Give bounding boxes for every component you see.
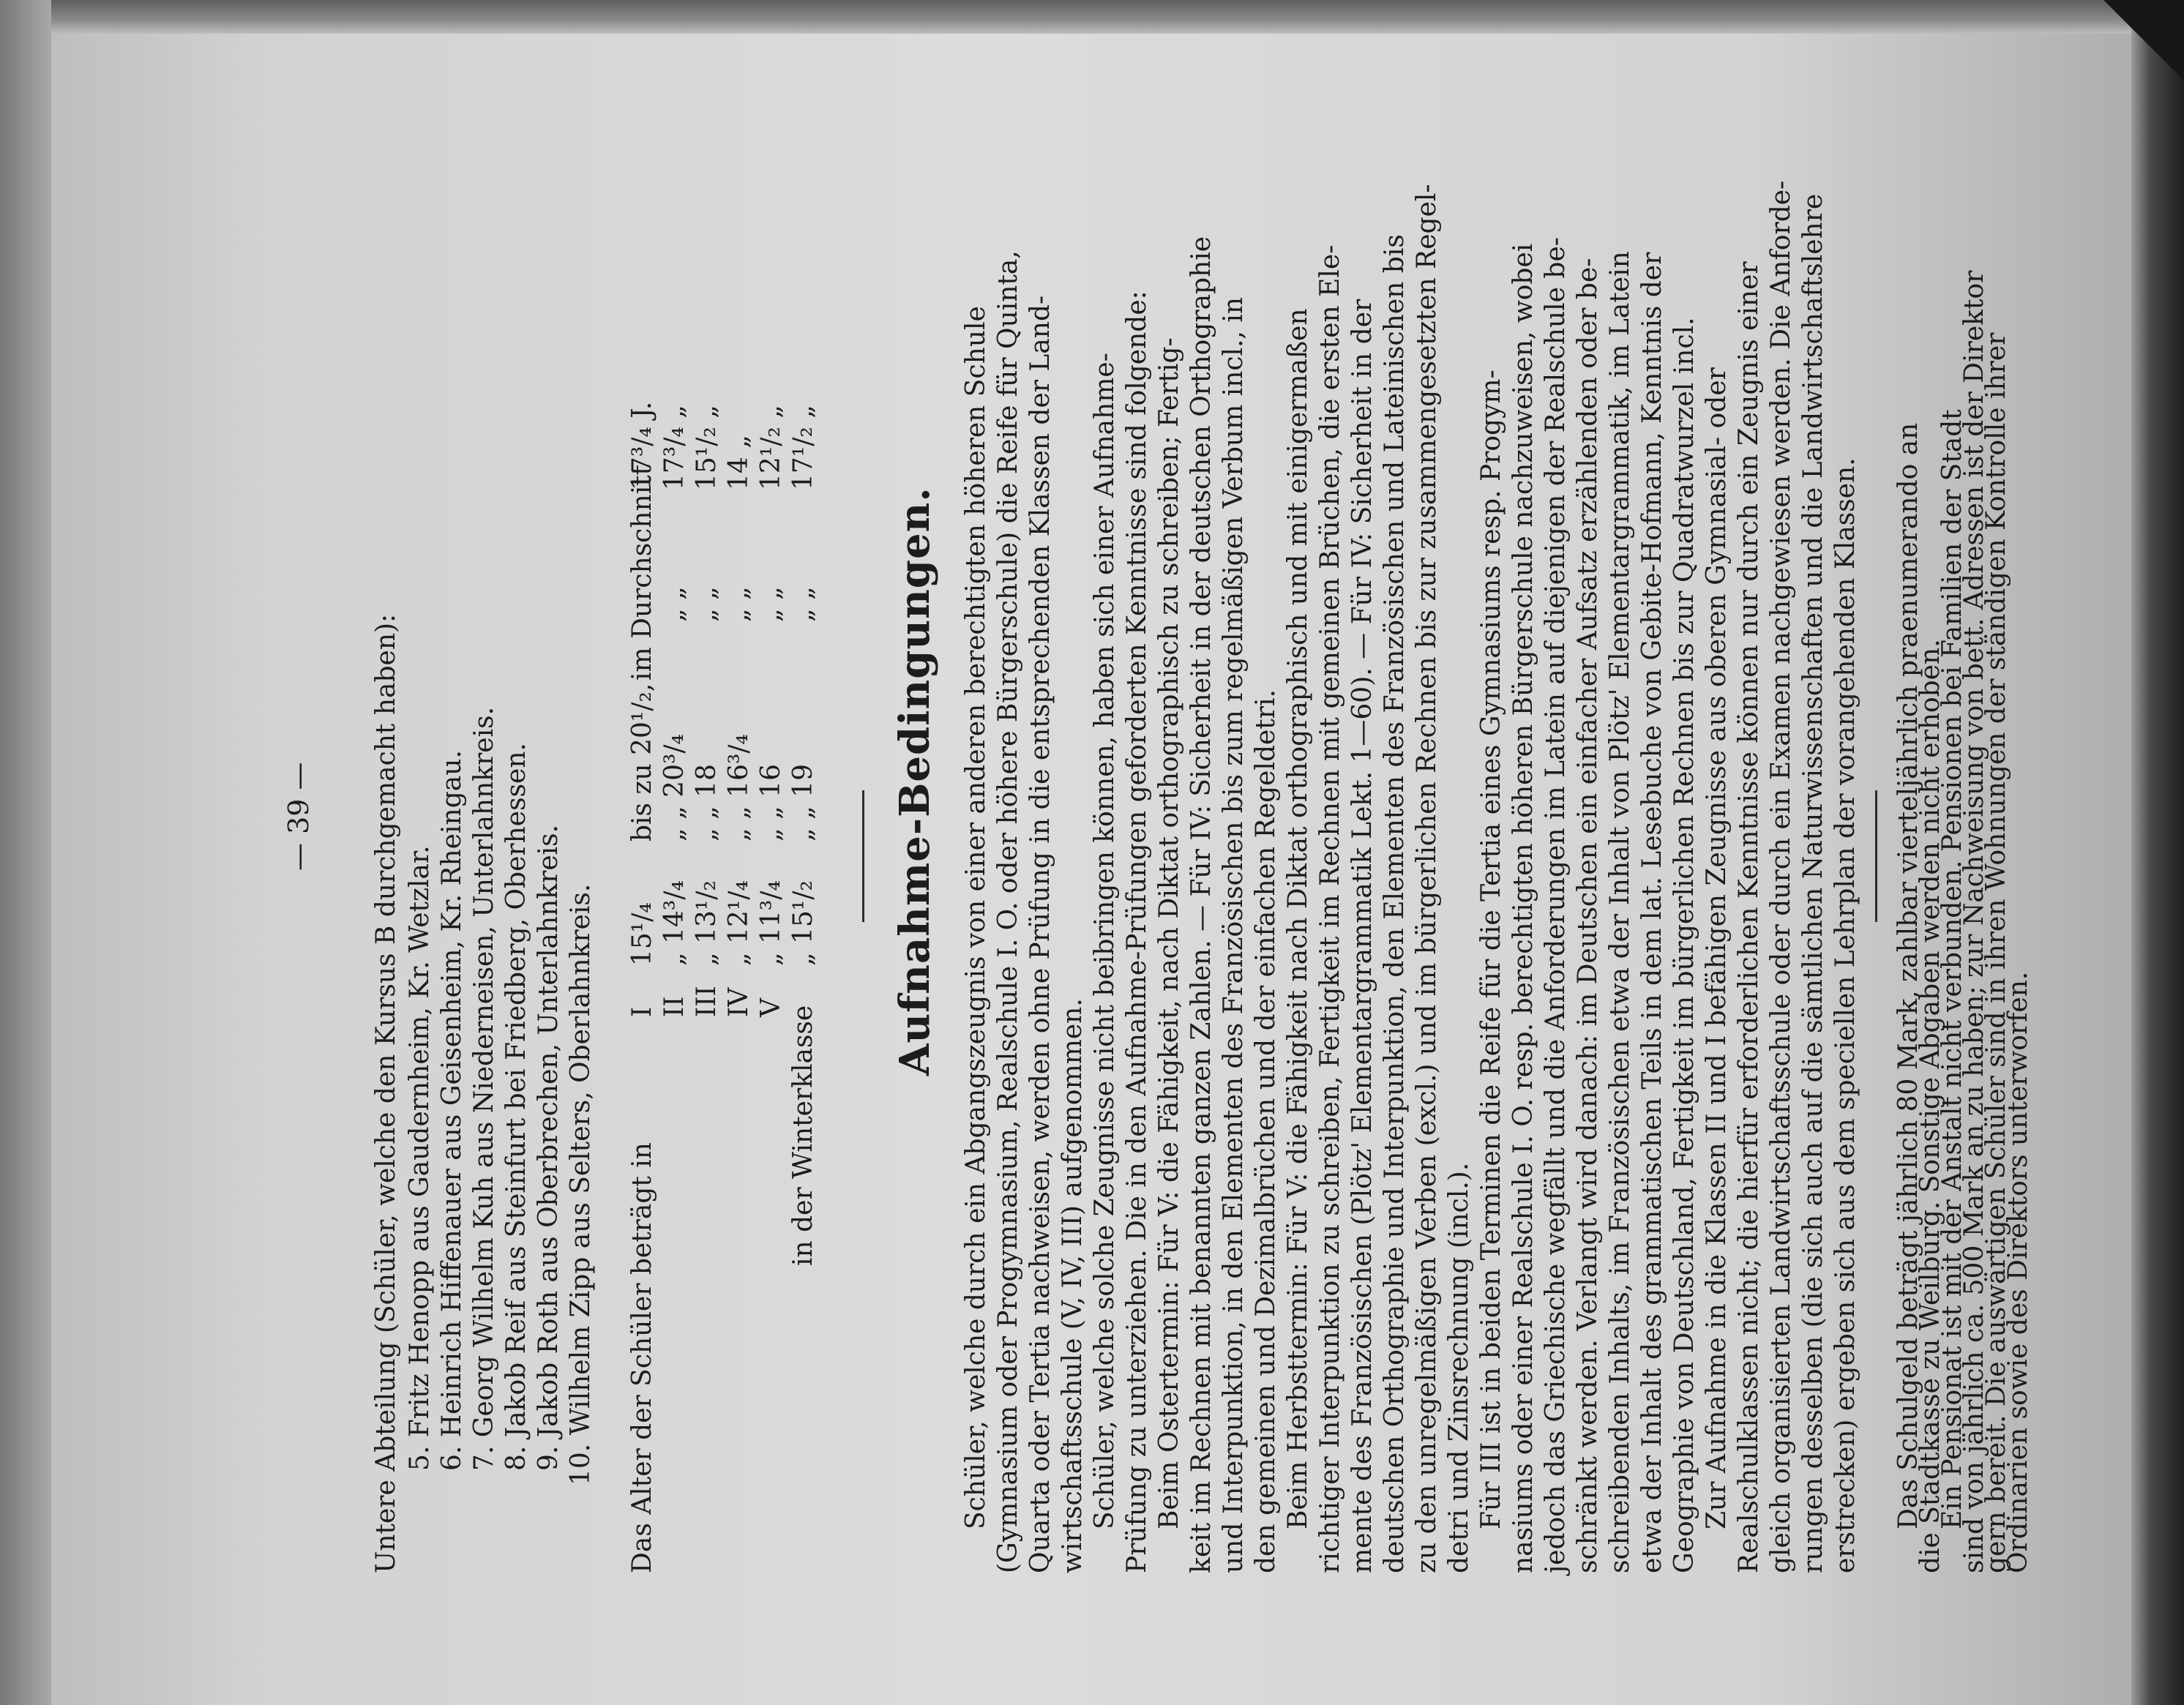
table-row — [659, 110, 691, 1573]
text-line: keit im Rechnen mit benannten ganzen Zahlen. — Für IV: Sicherheit in der deutschen Orthographie — [1186, 236, 1216, 1573]
row-avg: 17³/₄ J. — [627, 401, 657, 490]
divider — [862, 790, 864, 922]
text-line: Schüler, welche durch ein Abgangszeugnis von einer anderen berechtigten höheren Schule — [961, 306, 991, 1529]
row-to: „ „ 18 — [692, 764, 722, 842]
text-line: zu den unregelmäßigen Verben (excl.) und im bürgerlichen Rechnen bis zur zusammengesetzten Regel- — [1412, 184, 1442, 1573]
list-item: 5. Fritz Henopp aus Gaudernheim, Kr. Wetzlar. — [405, 845, 435, 1471]
row-class: IV — [724, 987, 754, 1017]
text-line: (Gymnasium oder Progymnasium, Realschule I. O. oder höhere Bürgerschule) die Reife für Quinta, — [993, 250, 1023, 1573]
text-line: detri und Zinsrechnung (incl.). — [1444, 1162, 1474, 1573]
row-avg-label: „ „ — [659, 586, 689, 622]
list-item: 7. Georg Wilhelm Kuh aus Niederneisen, Unterlahnkreis. — [469, 706, 499, 1471]
text-line: Zur Aufnahme in die Klassen II und I befähigen Zeugnisse aus oberen Gymnasial- oder — [1702, 367, 1732, 1529]
text-line: nasiums oder einer Realschule I. O. resp. berechtigten höheren Bürgerschule nachzuweisen, wobei — [1508, 243, 1538, 1573]
text-line: die Stadtkasse zu Weilburg. Sonstige Abgaben werden nicht erhoben. — [1915, 639, 1945, 1573]
row-to: bis zu 20¹/₂, — [627, 683, 657, 842]
page-top-edge — [0, 0, 2184, 34]
list-item: 8. Jakob Reif aus Steinfurt bei Friedberg, Oberhessen. — [501, 743, 531, 1471]
list-item: 6. Heinrich Hiffenauer aus Geisenheim, Kr. Rheingau. — [437, 750, 467, 1471]
row-to: „ „ 19 — [788, 764, 818, 842]
text-line: Ordinarien sowie des Direktors unterworfen. — [2003, 971, 2033, 1573]
row-avg: 12¹/₂ „ — [756, 405, 786, 490]
text-line: Für III ist in beiden Terminen die Reife für die Tertia eines Gymnasiums resp. Progym- — [1476, 370, 1506, 1529]
text-line: und Interpunktion, in den Elementen des Französischen bis zum regelmäßigen Verbum incl., in — [1219, 296, 1249, 1573]
row-avg-label: „ „ — [692, 586, 722, 622]
row-to: „ „ 16³/₄ — [724, 734, 754, 842]
table-row — [694, 110, 723, 1573]
row-avg-label: „ „ — [788, 586, 818, 622]
text-line: schränkt werden. Verlangt wird danach: im Deutschen ein einfacher Aufsatz erzählenden oder be- — [1573, 258, 1603, 1573]
row-avg: 17¹/₂ „ — [788, 405, 818, 490]
students-intro: Untere Abteilung (Schüler, welche den Kursus B durchgemacht haben): — [371, 613, 401, 1573]
page-corner — [2103, 0, 2184, 80]
row-lead: in der Winterklasse — [788, 1005, 818, 1266]
text-line: Das Schulgeld beträgt jährlich 80 Mark, zahlbar vierteljährlich praenumerando an — [1893, 422, 1923, 1529]
table-row — [629, 110, 659, 1573]
row-lead: Das Alter der Schüler beträgt in — [627, 1142, 657, 1573]
divider — [1875, 790, 1877, 922]
page-right-shadow — [2131, 0, 2184, 1705]
text-line: Ein Pensionat ist mit der Anstalt nicht verbunden. Pensionen bei Familien der Stadt — [1937, 409, 1967, 1529]
table-row — [790, 110, 820, 1573]
page-number: — 39 — — [283, 762, 315, 871]
text-line: richtiger Interpunktion zu schreiben, Fertigkeit im Rechnen mit gemeinen Brüchen, die ersten Ele- — [1315, 244, 1345, 1573]
row-to: „ „ 16 — [756, 764, 786, 842]
section-heading: Aufnahme-Bedingungen. — [891, 487, 939, 1076]
row-class: II — [659, 996, 689, 1017]
row-avg-label: „ „ — [724, 586, 754, 622]
list-item: 10. Wilhelm Zipp aus Selters, Oberlahnkreis. — [566, 883, 596, 1485]
text-line: gern bereit. Die auswärtigen Schüler sind in ihren Wohnungen der ständigen Kontrolle ihrer — [1981, 332, 2011, 1573]
row-avg: 14 „ — [724, 435, 754, 490]
text-line: Realschulklassen nicht; die hierfür erforderlichen Kenntnisse können nur durch ein Zeugnis einer — [1734, 261, 1764, 1573]
text-line: etwa der Inhalt des grammatischen Teils in dem lat. Lesebuche von Gebite-Hofmann, Kenntnis der — [1637, 252, 1667, 1573]
row-avg-label: im Durchschnitt — [627, 464, 657, 681]
row-from: „ 14³/₄ — [659, 880, 689, 966]
page-left-edge — [0, 0, 51, 1705]
text-line: den gemeinen und Dezimalbrüchen und der einfachen Regeldetri. — [1251, 689, 1281, 1573]
row-from: 15¹/₄ — [627, 902, 657, 966]
text-line: Prüfung zu unterziehen. Die in den Aufnahme-Prüfungen geforderten Kenntnisse sind folgende: — [1122, 291, 1152, 1573]
row-avg: 15¹/₂ „ — [692, 405, 722, 490]
row-avg: 17³/₄ „ — [659, 405, 689, 490]
rotated-page — [249, 95, 2035, 1603]
text-line: deutschen Orthographie und Interpunktion, den Elementen des Französischen und Lateinischen bis — [1380, 234, 1410, 1573]
text-line: schreibenden Inhalts, im Französischen etwa der Inhalt von Plötz' Elementargrammatik, im Latein — [1605, 251, 1635, 1573]
text-line: mente des Französischen (Plötz' Elementargrammatik Lekt. 1—60). — Für IV: Sicherheit in der — [1347, 299, 1377, 1573]
table-row — [758, 110, 788, 1573]
text-line: Geographie von Deutschland, Fertigkeit im bürgerlichen Rechnen bis zur Quadratwurzel incl. — [1669, 317, 1699, 1573]
text-line: gleich organisierten Landwirtschaftsschule oder durch ein Examen nachgewiesen werden. Die Anforde- — [1766, 180, 1796, 1573]
row-class: V — [756, 998, 786, 1017]
row-from: „ 11³/₄ — [756, 880, 786, 966]
row-from: „ 12¹/₄ — [724, 880, 754, 966]
row-from: „ 15¹/₂ — [788, 880, 818, 966]
row-to: „ „ 20³/₄ — [659, 734, 689, 842]
text-line: Beim Ostertermin: Für V: die Fähigkeit, nach Diktat orthographisch zu schreiben; Fertig- — [1154, 337, 1184, 1529]
table-row — [726, 110, 755, 1573]
text-line: sind von jährlich ca. 500 Mark an zu haben; zur Nachweisung von bett. Adressen ist der Direktor — [1959, 270, 1989, 1573]
text-line: jedoch das Griechische wegfällt und die Anforderungen im Latein auf diejenigen der Realschule be- — [1541, 237, 1571, 1573]
row-avg-label: „ „ — [756, 586, 786, 622]
text-line: Quarta oder Tertia nachweisen, werden ohne Prüfung in die entsprechenden Klassen der Land- — [1025, 295, 1055, 1573]
text-line: rungen desselben (die sich auch auf die sämtlichen Naturwissenschaften und die Landwirtschaftslehre — [1798, 193, 1828, 1573]
row-class: III — [692, 986, 722, 1017]
text-line: Beim Herbsttermin: Für V: die Fähigkeit nach Diktat orthographisch und mit einigermaßen — [1283, 308, 1313, 1529]
text-line: wirtschaftsschule (V, IV, III) aufgenommen. — [1058, 998, 1088, 1573]
row-from: „ 13¹/₂ — [692, 880, 722, 966]
row-class: I — [627, 1006, 657, 1017]
list-item: 9. Jakob Roth aus Oberbrechen, Unterlahnkreis. — [534, 824, 564, 1471]
text-line: erstrecken) ergeben sich aus dem speciellen Lehrplan der vorangehenden Klassen. — [1830, 457, 1860, 1573]
text-line: Schüler, welche solche Zeugnisse nicht beibringen können, haben sich einer Aufnahme- — [1090, 353, 1120, 1529]
